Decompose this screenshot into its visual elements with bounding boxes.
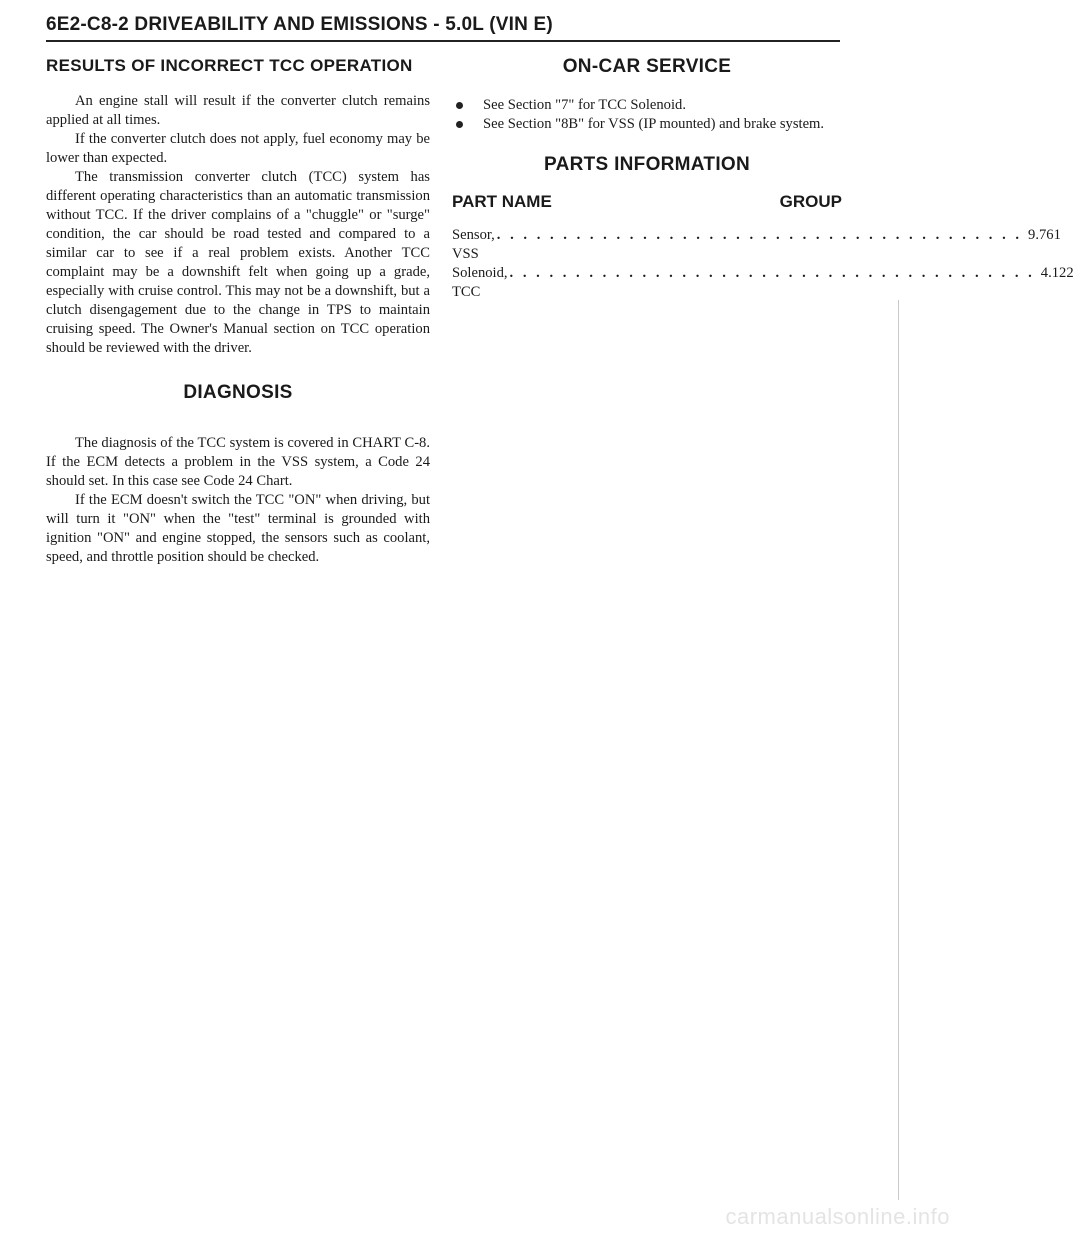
parts-table-header (452, 192, 842, 212)
service-bullet-item (452, 96, 842, 115)
bullet-icon (456, 102, 463, 109)
parts-table-row (452, 264, 1074, 302)
service-bullet-item (452, 115, 842, 134)
header-rule (46, 40, 840, 42)
service-bullet-text: See Section "8B" for VSS (IP mounted) and brake system. (483, 116, 825, 132)
group-cell: 4.122 (1040, 265, 1074, 281)
left-column (46, 56, 430, 567)
diagnosis-section-title: DIAGNOSIS (183, 382, 293, 403)
group-column-header: GROUP (779, 192, 842, 211)
part-name-cell: Solenoid, TCC (452, 265, 508, 300)
running-header: 6E2-C8-2 DRIVEABILITY AND EMISSIONS - 5.0L (VIN E) (46, 14, 553, 35)
right-column (452, 56, 1074, 302)
dot-leader: . . . . . . . . . . . . . . . . . . . . . . . . . . . . . . . . . . . . . . . . (509, 265, 1035, 281)
group-cell: 9.761 (1028, 227, 1061, 243)
watermark: carmanualsonline.info (725, 1204, 950, 1229)
diagnosis-paragraph-1: The diagnosis of the TCC system is covered in CHART C-8. If the ECM detects a problem in the VSS system, a Code 24 should set. In this case see Code 24 Chart. (46, 435, 430, 489)
diagnosis-paragraph-2: If the ECM doesn't switch the TCC "ON" when driving, but will turn it "ON" when the "test" terminal is grounded with ignition "ON" and engine stopped, the sensors such as coolant, speed, and throttle position should be checked. (46, 492, 430, 565)
dot-leader: . . . . . . . . . . . . . . . . . . . . . . . . . . . . . . . . . . . . . . . . (496, 227, 1023, 243)
on-car-service-title: ON-CAR SERVICE (562, 56, 732, 77)
results-paragraph-2: If the converter clutch does not apply, fuel economy may be lower than expected. (46, 131, 430, 166)
results-paragraph-1: An engine stall will result if the converter clutch remains applied at all times. (46, 93, 430, 128)
parts-information-title: PARTS INFORMATION (544, 154, 750, 175)
bullet-icon (456, 121, 463, 128)
part-name-cell: Sensor, VSS (452, 227, 495, 262)
scan-margin-line (898, 300, 899, 1200)
results-section-title: RESULTS OF INCORRECT TCC OPERATION (46, 56, 413, 75)
service-bullet-text: See Section "7" for TCC Solenoid. (483, 97, 686, 113)
results-paragraph-3: The transmission converter clutch (TCC) system has different operating characteristics than an automatic transmission without TCC. If the driver complains of a "chuggle" or "surge" condition, the car should be road tested and compared to a similar car to see if a real problem exists. Another TCC complaint may be a downshift felt when going up a grade, especially with cruise control. This may not be a downshift, but a clutch disengagement due to the change in TPS to maintain cruising speed. The Owner's Manual section on TCC operation should be reviewed with the driver. (46, 169, 430, 356)
service-bullet-list (452, 96, 842, 134)
part-name-column-header: PART NAME (452, 192, 552, 211)
parts-table-row (452, 226, 1061, 264)
